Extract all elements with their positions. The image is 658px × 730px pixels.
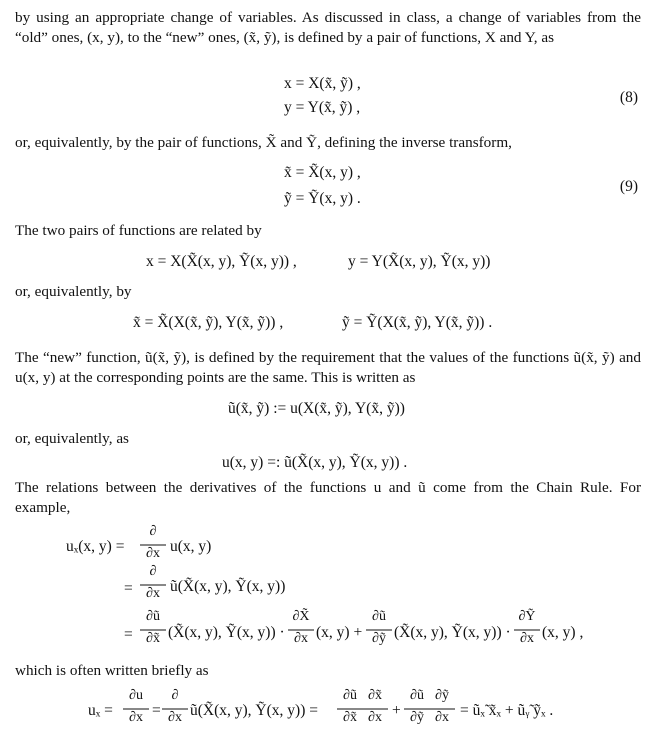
frac-dx-denominator: ∂x	[168, 710, 182, 725]
equation-9-line-2: ỹ = Ỹ(x, y) .	[284, 190, 361, 207]
frac-dx-denominator: ∂x	[368, 710, 382, 725]
frac-d-numerator: ∂	[171, 688, 179, 703]
brief-middle: ũ(X̃(x, y), Ỹ(x, y)) =	[190, 702, 318, 719]
frac-dx-denominator: ∂x	[146, 586, 160, 601]
frac-dy-tilde-numerator: ∂ỹ	[435, 688, 449, 703]
paragraph-change-of-variables: by using an appropriate change of variables. As discussed in class, a change of variables from the “old” ones, (x, y), to the “new” ones, (x̃, ỹ), is defined by a pair of functions, X and Y, as	[15, 9, 641, 46]
equation-8-line-2: y = Y(x̃, ỹ) ,	[284, 99, 361, 116]
frac-du-tilde-numerator: ∂ũ	[410, 688, 424, 703]
frac-du-numerator: ∂u	[129, 688, 143, 703]
relation-equation-x: x = X(X̃(x, y), Ỹ(x, y)) ,	[146, 253, 297, 270]
paragraph-written-briefly: which is often written briefly as	[15, 662, 209, 679]
chain-line-3-part-a: (X̃(x, y), Ỹ(x, y)) ·	[168, 624, 285, 641]
frac-du-tilde-numerator: ∂ũ	[146, 609, 160, 624]
brief-equals-1: =	[152, 702, 161, 719]
equation-number-9: (9)	[619, 178, 638, 195]
frac-dx-tilde-denominator: ∂x̃	[343, 710, 357, 725]
brief-rhs: = ũₓ̃ x̃ₓ + ũᵧ̃ ỹₓ .	[460, 702, 554, 719]
frac-dy-tilde-cap-numerator: ∂Ỹ	[518, 609, 536, 624]
paragraph-chain-rule: The relations between the derivatives of the functions u and ũ come from the Chain Rule. For example,	[15, 479, 641, 516]
frac-dx-denominator: ∂x	[435, 710, 449, 725]
frac-dx-tilde-cap-numerator: ∂X̃	[292, 609, 310, 624]
chain-line-1: u(x, y)	[170, 538, 212, 555]
chain-line-3-part-d: (x, y) ,	[542, 624, 584, 641]
frac-du-tilde-numerator: ∂ũ	[372, 609, 386, 624]
definition-u: u(x, y) =: ũ(X̃(x, y), Ỹ(x, y)) .	[222, 454, 408, 471]
frac-du-tilde-numerator: ∂ũ	[343, 688, 357, 703]
brief-chain-rule	[0, 684, 658, 730]
equation-9-line-1: x̃ = X̃(x, y) ,	[284, 164, 361, 181]
frac-dx-denominator: ∂x	[129, 710, 143, 725]
frac-dx-denominator: ∂x	[520, 631, 534, 646]
frac-dy-tilde-denominator: ∂ỹ	[410, 710, 424, 725]
paragraph-equivalently-by: or, equivalently, by	[15, 283, 132, 300]
brief-lhs: uₓ =	[88, 702, 113, 719]
chain-line-2: ũ(X̃(x, y), Ỹ(x, y))	[170, 578, 286, 595]
relation-equation-x-tilde: x̃ = X̃(X(x̃, ỹ), Y(x̃, ỹ)) ,	[133, 314, 284, 331]
frac-dx-denominator: ∂x	[146, 546, 160, 561]
frac-d-numerator: ∂	[149, 564, 157, 579]
brief-plus: +	[392, 702, 401, 719]
chain-equals-2: =	[124, 580, 133, 597]
frac-dx-denominator: ∂x	[294, 631, 308, 646]
paragraph-pairs-related: The two pairs of functions are related by	[15, 222, 262, 239]
paragraph-new-function: The “new” function, ũ(x̃, ỹ), is defined by the requirement that the values of the functions ũ(x̃, ỹ) and u(x, y) at the corresponding points are the same. This is written as	[15, 349, 641, 386]
equation-8-line-1: x = X(x̃, ỹ) ,	[284, 75, 361, 92]
frac-dy-tilde-denominator: ∂ỹ	[372, 631, 386, 646]
frac-d-numerator: ∂	[149, 524, 157, 539]
relation-equation-y-tilde: ỹ = Ỹ(X(x̃, ỹ), Y(x̃, ỹ)) .	[342, 314, 493, 331]
chain-line-3-part-c: (X̃(x, y), Ỹ(x, y)) ·	[394, 624, 511, 641]
frac-dx-tilde-numerator: ∂x̃	[368, 688, 382, 703]
equation-number-8: (8)	[619, 89, 638, 106]
chain-line-3-part-b: (x, y) +	[316, 624, 363, 641]
chain-rule-derivation	[0, 520, 658, 660]
definition-u-tilde: ũ(x̃, ỹ) := u(X(x̃, ỹ), Y(x̃, ỹ))	[228, 400, 405, 417]
paragraph-inverse-transform: or, equivalently, by the pair of functions, X̃ and Ỹ, defining the inverse transform,	[15, 134, 512, 151]
paragraph-equivalently-as: or, equivalently, as	[15, 430, 129, 447]
frac-dx-tilde-denominator: ∂x̃	[146, 631, 160, 646]
chain-equals-3: =	[124, 626, 133, 643]
relation-equation-y: y = Y(X̃(x, y), Ỹ(x, y))	[348, 253, 491, 270]
chain-lhs: uₓ(x, y) =	[66, 538, 125, 555]
